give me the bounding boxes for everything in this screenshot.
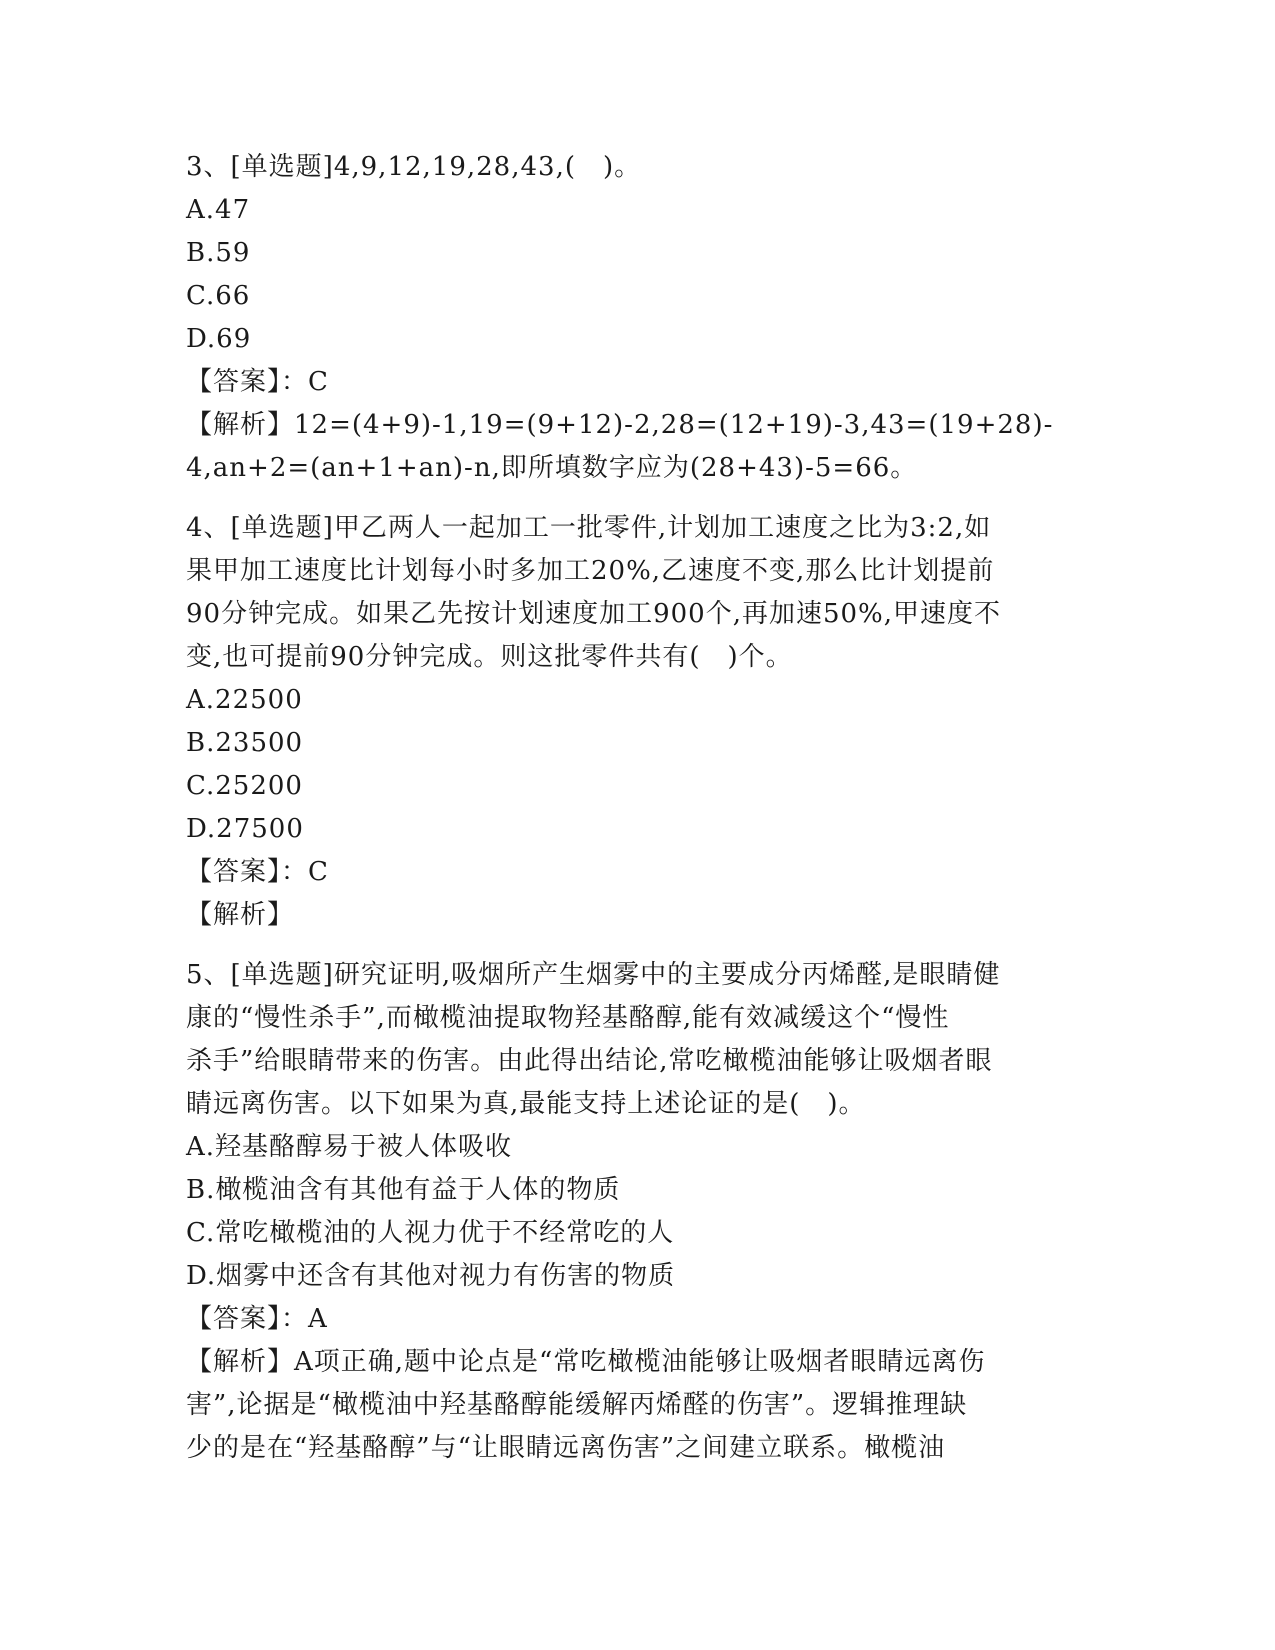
- option-a: A.47: [186, 195, 251, 225]
- analysis-line: 少的是在“羟基酪醇”与“让眼睛远离伤害”之间建立联系。橄榄油: [186, 1433, 946, 1463]
- option-b: B.23500: [186, 728, 304, 758]
- analysis-line: 【解析】A项正确,题中论点是“常吃橄榄油能够让吸烟者眼睛远离伤: [186, 1347, 986, 1377]
- question-4: [186, 507, 1076, 937]
- question-stem: 3、[单选题]4,9,12,19,28,43,( )。: [186, 152, 642, 182]
- question-stem: 杀手”给眼睛带来的伤害。由此得出结论,常吃橄榄油能够让吸烟者眼: [186, 1046, 993, 1076]
- option-b: B.橄榄油含有其他有益于人体的物质: [186, 1175, 621, 1205]
- question-stem: 变,也可提前90分钟完成。则这批零件共有( )个。: [186, 642, 793, 672]
- analysis-line: 【解析】: [186, 900, 295, 930]
- option-a: A.22500: [186, 685, 303, 715]
- answer-line: 【答案】：A: [186, 1304, 328, 1334]
- question-stem: 5、[单选题]研究证明,吸烟所产生烟雾中的主要成分丙烯醛,是眼睛健: [186, 960, 1001, 990]
- option-c: C.66: [186, 281, 251, 311]
- question-stem: 90分钟完成。如果乙先按计划速度加工900个,再加速50%,甲速度不: [186, 599, 1002, 629]
- question-list: [186, 146, 1076, 1470]
- analysis-line: 【解析】12=(4+9)-1,19=(9+12)-2,28=(12+19)-3,43=(19+28)-: [186, 410, 1054, 440]
- question-3: [186, 146, 1076, 490]
- question-stem: 果甲加工速度比计划每小时多加工20%,乙速度不变,那么比计划提前: [186, 556, 995, 586]
- option-d: D.27500: [186, 814, 304, 844]
- option-a: A.羟基酪醇易于被人体吸收: [186, 1132, 513, 1162]
- answer-line: 【答案】：C: [186, 857, 329, 887]
- question-stem: 康的“慢性杀手”,而橄榄油提取物羟基酪醇,能有效减缓这个“慢性: [186, 1003, 950, 1033]
- option-d: D.烟雾中还含有其他对视力有伤害的物质: [186, 1261, 676, 1291]
- answer-line: 【答案】：C: [186, 367, 329, 397]
- analysis-line: 4,an+2=(an+1+an)-n,即所填数字应为(28+43)-5=66。: [186, 453, 918, 483]
- question-5: [186, 954, 1076, 1470]
- option-c: C.常吃橄榄油的人视力优于不经常吃的人: [186, 1218, 675, 1248]
- option-b: B.59: [186, 238, 251, 268]
- question-stem: 睛远离伤害。以下如果为真,最能支持上述论证的是( )。: [186, 1089, 866, 1119]
- option-c: C.25200: [186, 771, 303, 801]
- option-d: D.69: [186, 324, 252, 354]
- analysis-line: 害”,论据是“橄榄油中羟基酪醇能缓解丙烯醛的伤害”。逻辑推理缺: [186, 1390, 968, 1420]
- question-stem: 4、[单选题]甲乙两人一起加工一批零件,计划加工速度之比为3:2,如: [186, 513, 992, 543]
